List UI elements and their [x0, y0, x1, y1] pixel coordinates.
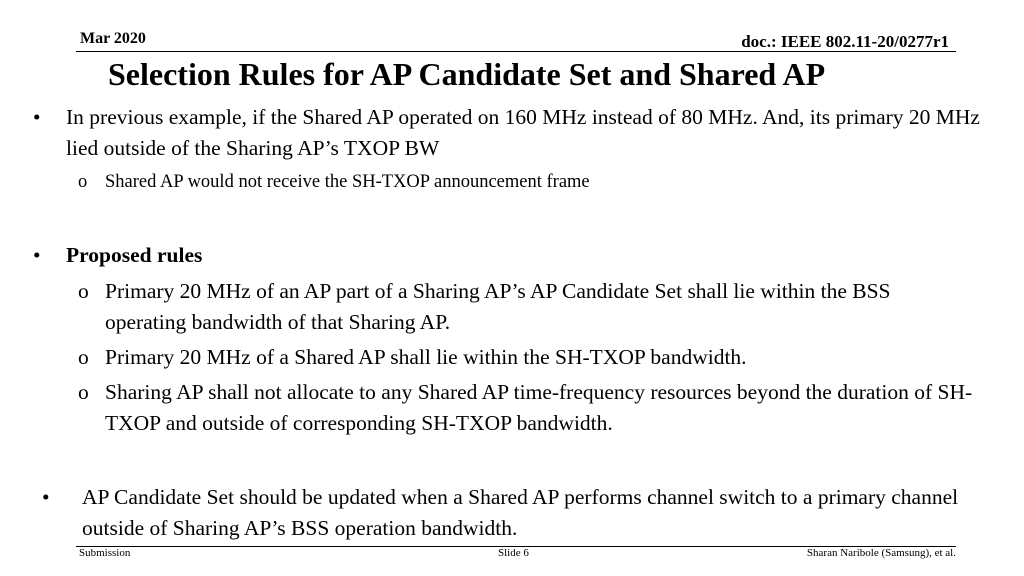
sub-bullet-marker: o: [78, 345, 89, 369]
sub-bullet-no-announcement: [78, 169, 958, 195]
sub-bullet-marker: o: [78, 279, 89, 303]
bullet-text: In previous example, if the Shared AP operated on 160 MHz instead of 80 MHz. And, its primary 20 MHz lied outside of the Sharing AP’s TXOP BW: [66, 105, 980, 160]
bullet-candidate-set-update: [42, 482, 967, 544]
bullet-text: Proposed rules: [66, 243, 203, 267]
sub-bullet-rule-2: [78, 342, 973, 373]
sub-bullet-marker: o: [78, 380, 89, 404]
slide-title: Selection Rules for AP Candidate Set and Shared AP: [108, 56, 826, 92]
sub-bullet-text: Sharing AP shall not allocate to any Shared AP time-frequency resources beyond the duration of SH-TXOP and outside of corresponding SH-TXOP bandwidth.: [105, 380, 973, 435]
footer-slide-number: Slide 6: [498, 547, 529, 559]
bullet-marker: •: [33, 243, 41, 267]
header-divider: [76, 51, 956, 52]
sub-bullet-text: Primary 20 MHz of a Shared AP shall lie within the SH-TXOP bandwidth.: [105, 345, 747, 369]
sub-bullet-rule-1: [78, 276, 973, 338]
footer-authors: Sharan Naribole (Samsung), et al.: [806, 547, 956, 559]
bullet-marker: •: [42, 485, 50, 509]
bullet-marker: •: [33, 105, 41, 129]
bullet-text: AP Candidate Set should be updated when a Shared AP performs channel switch to a primary channel outside of Sharing AP’s BSS operation bandwidth.: [82, 485, 959, 540]
sub-bullet-marker: o: [78, 172, 88, 192]
bullet-proposed-rules: [33, 240, 933, 271]
bullet-previous-example: [33, 102, 988, 164]
header-date: Mar 2020: [80, 30, 146, 47]
header-doc-id: doc.: IEEE 802.11-20/0277r1: [741, 32, 949, 51]
sub-bullet-text: Primary 20 MHz of an AP part of a Sharing AP’s AP Candidate Set shall lie within the BSS operating bandwidth of that Sharing AP.: [105, 279, 891, 334]
sub-bullet-rule-3: [78, 377, 990, 439]
footer-submission: Submission: [79, 547, 131, 559]
sub-bullet-text: Shared AP would not receive the SH-TXOP announcement frame: [105, 172, 590, 192]
